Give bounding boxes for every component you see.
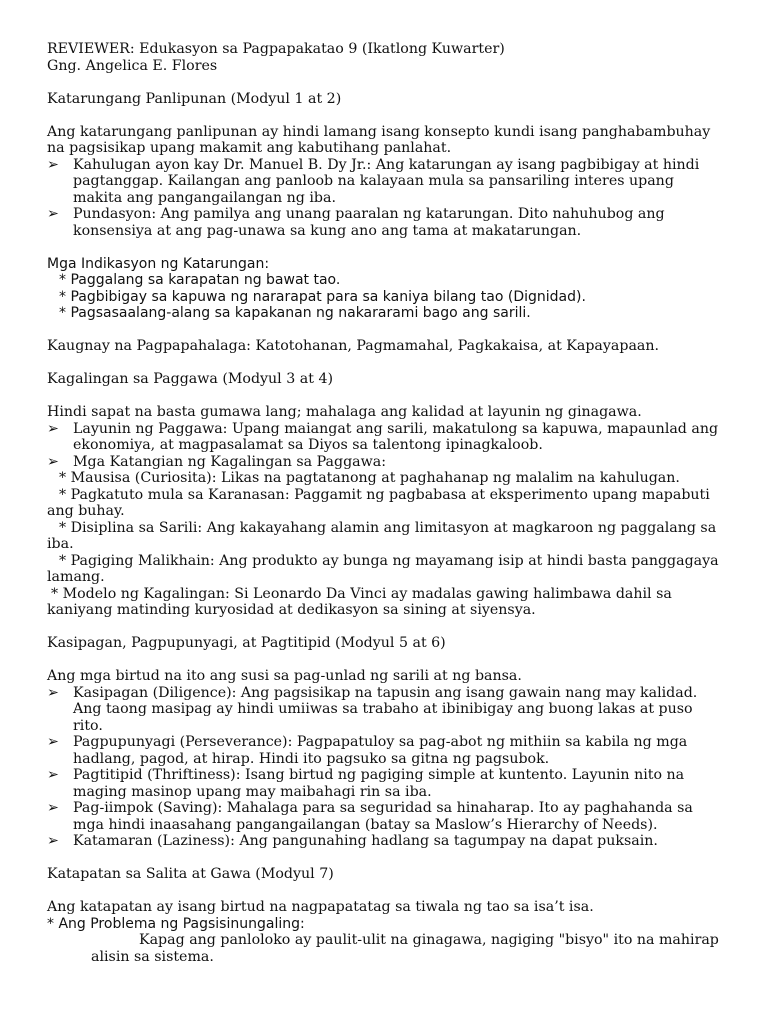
section-heading-katarungan: Katarungang Panlipunan (Modyul 1 at 2) (47, 90, 342, 107)
bullet-text: maging masinop upang may maibahagi rin sa iba. (73, 783, 432, 800)
bullet-text: pagtanggap. Kailangan ang panloob na kalayaan mula sa pansariling interes upang (73, 173, 674, 189)
bullet-text: Pagtitipid (Thriftiness): Isang birtud ng pagiging simple at kuntento. Layunin nito na (73, 767, 685, 783)
document-title: REVIEWER: Edukasyon sa Pagpapakatao 9 (Ikatlong Kuwarter) (47, 41, 505, 57)
bullet-item (47, 454, 737, 471)
paragraph-line: Hindi sapat na basta gumawa lang; mahalaga ang kalidad at layunin ng ginagawa. (47, 404, 642, 420)
paragraph-line: na pagsisikap upang makamit ang kabutihang panlahat. (47, 140, 452, 156)
bullet-text: konsensiya at ang pag-unawa sa kung ano ang tama at makatarungan. (73, 222, 582, 239)
trait-item: * Mausisa (Curiosita): Likas na pagtatanong at paghahanap ng malalim na kahulugan. (59, 470, 680, 486)
arrow-bullet-icon: ➢ (47, 420, 59, 437)
arrow-bullet-icon: ➢ (47, 453, 59, 470)
arrow-bullet-icon: ➢ (47, 734, 59, 750)
bullet-item (47, 685, 737, 735)
bullet-text: Kasipagan (Diligence): Ang pagsisikap na tapusin ang isang gawain nang may kalidad. (73, 684, 698, 701)
arrow-bullet-icon: ➢ (47, 800, 59, 816)
trait-item: * Pagiging Malikhain: Ang produkto ay bunga ng mayamang isip at hindi basta panggagaya (59, 552, 719, 569)
trait-item-cont: iba. (47, 536, 74, 552)
bullet-item (47, 800, 737, 833)
bullet-item (47, 734, 737, 767)
paragraph-line: Ang katapatan ay isang birtud na nagpapatatag sa tiwala ng tao sa isa’t isa. (47, 899, 594, 915)
bullet-text: Kahulugan ayon kay Dr. Manuel B. Dy Jr.: Ang katarungan ay isang pagbibigay at hindi (73, 156, 700, 173)
bullet-text: Katamaran (Laziness): Ang pangunahing hadlang sa tagumpay na dapat puksain. (73, 833, 658, 849)
bullet-item (47, 421, 737, 454)
section-heading-kasipagan: Kasipagan, Pagpupunyagi, at Pagtitipid (Modyul 5 at 6) (47, 635, 446, 651)
bullet-text: Layunin ng Paggawa: Upang maiangat ang sarili, makatulong sa kapuwa, mapaunlad ang (73, 420, 719, 437)
bullet-text: Mga Katangian ng Kagalingan sa Paggawa: (73, 453, 387, 470)
indicators-title: Mga Indikasyon ng Katarungan: (47, 255, 270, 272)
trait-item-cont: ang buhay. (47, 503, 125, 519)
arrow-bullet-icon: ➢ (47, 833, 59, 849)
bullet-text: rito. (73, 717, 103, 734)
trait-item: * Pagkatuto mula sa Karanasan: Paggamit ng pagbabasa at eksperimento upang mapabuti (59, 486, 710, 503)
section-heading-kagalingan: Kagalingan sa Paggawa (Modyul 3 at 4) (47, 371, 334, 387)
bullet-item (47, 767, 737, 800)
paragraph-line: Kapag ang panloloko ay paulit-ulit na ginagawa, nagiging "bisyo" ito na mahirap (139, 932, 719, 948)
paragraph-line: Ang katarungang panlipunan ay hindi lamang isang konsepto kundi isang panghabambuhay (47, 123, 711, 140)
paragraph-line: Ang mga birtud na ito ang susi sa pag-unlad ng sarili at ng bansa. (47, 668, 522, 684)
section-heading-katapatan: Katapatan sa Salita at Gawa (Modyul 7) (47, 866, 334, 882)
arrow-bullet-icon: ➢ (47, 767, 59, 783)
bullet-text: ekonomiya, at magpasalamat sa Diyos sa talentong ipinagkaloob. (73, 437, 543, 453)
trait-item: * Modelo ng Kagalingan: Si Leonardo Da Vinci ay madalas gawing halimbawa dahil sa (51, 585, 672, 602)
trait-item-cont: kaniyang matinding kuryosidad at dedikasyon sa sining at siyensya. (47, 602, 536, 618)
bullet-item (47, 206, 737, 239)
arrow-bullet-icon: ➢ (47, 156, 59, 173)
bullet-text: mga hindi inaasahang pangangailangan (batay sa Maslow’s Hierarchy of Needs). (73, 816, 658, 833)
indicator-item: * Pagbibigay sa kapuwa ng nararapat para sa kaniya bilang tao (Dignidad). (59, 288, 586, 305)
arrow-bullet-icon: ➢ (47, 684, 59, 701)
indicator-item: * Paggalang sa karapatan ng bawat tao. (59, 272, 341, 288)
arrow-bullet-icon: ➢ (47, 206, 59, 222)
subheading: * Ang Problema ng Pagsisinungaling: (47, 915, 305, 932)
bullet-text: makita ang pangangailangan ng iba. (73, 189, 336, 206)
bullet-text: Pagpupunyagi (Perseverance): Pagpapatuloy sa pag-abot ng mithiin sa kabila ng mga (73, 734, 688, 750)
indicator-item: * Pagsasaalang-alang sa kapakanan ng nakararami bago ang sarili. (59, 305, 531, 321)
related-values: Kaugnay na Pagpapahalaga: Katotohanan, Pagmamahal, Pagkakaisa, at Kapayapaan. (47, 338, 660, 354)
trait-item: * Disiplina sa Sarili: Ang kakayahang alamin ang limitasyon at magkaroon ng paggalang sa (59, 519, 717, 536)
teacher-name: Gng. Angelica E. Flores (47, 57, 218, 74)
bullet-text: hadlang, pagod, at hirap. Hindi ito pagsuko sa gitna ng pagsubok. (73, 750, 550, 767)
bullet-item (47, 157, 737, 207)
trait-item-cont: lamang. (47, 569, 105, 585)
bullet-text: Pundasyon: Ang pamilya ang unang paaralan ng katarungan. Dito nahuhubog ang (73, 206, 665, 222)
bullet-item (47, 833, 737, 850)
document-page (47, 41, 737, 965)
bullet-text: Pag-iimpok (Saving): Mahalaga para sa seguridad sa hinaharap. Ito ay paghahanda sa (73, 800, 693, 816)
bullet-text: Ang taong masipag ay hindi umiiwas sa trabaho at ibinibigay ang buong lakas at puso (73, 701, 693, 717)
paragraph-line: alisin sa sistema. (91, 948, 214, 965)
